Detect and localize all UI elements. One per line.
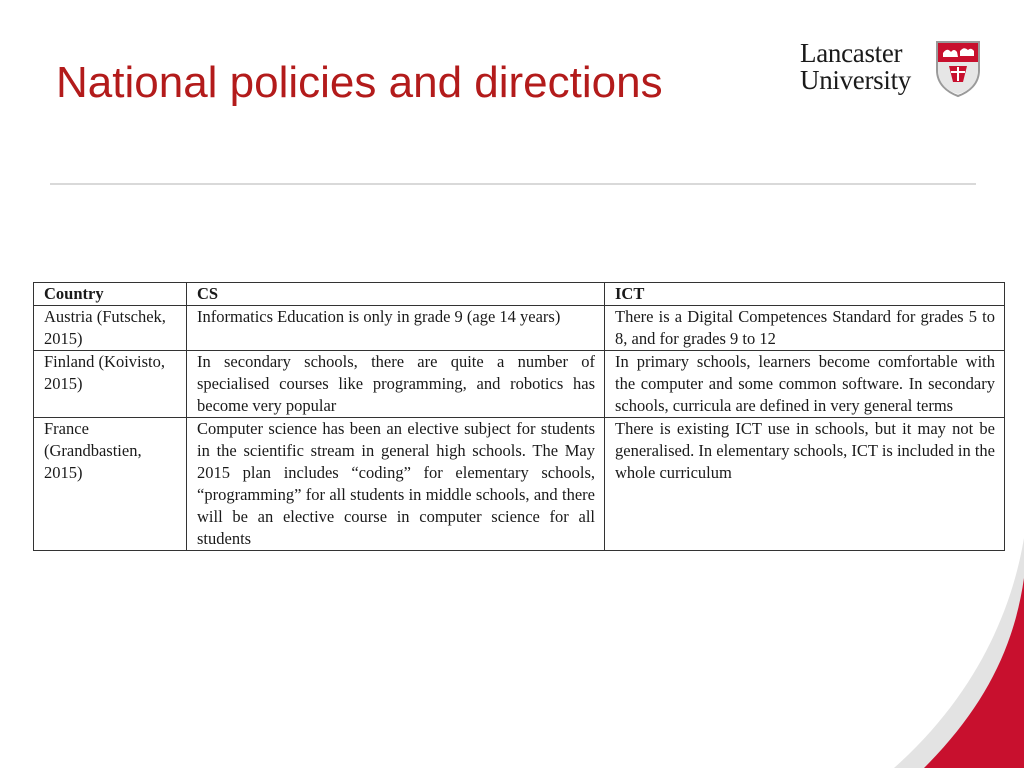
table-row [34, 351, 1005, 418]
header-country: Country [34, 283, 187, 306]
cell-cs: Computer science has been an elective subject for students in the scientific stream in general high schools. The May 2015 plan includes “coding” for elementary schools, “programming” for all students in middle schools, and there will be an elective course in computer science for all students [187, 418, 605, 551]
policy-table [33, 282, 1005, 551]
header-ict: ICT [605, 283, 1005, 306]
crest-icon [935, 40, 981, 98]
slide-title: National policies and directions [56, 58, 663, 107]
cell-country: Austria (Futschek, 2015) [34, 306, 187, 351]
cell-country: Finland (Koivisto, 2015) [34, 351, 187, 418]
table-row [34, 418, 1005, 551]
university-logo [800, 38, 986, 100]
title-divider [50, 183, 976, 185]
logo-line-1: Lancaster [800, 38, 903, 68]
cell-country: France (Grandbastien, 2015) [34, 418, 187, 551]
corner-swoosh-decoration [864, 538, 1024, 768]
logo-line-2: University [800, 65, 911, 95]
table-row [34, 306, 1005, 351]
cell-cs: Informatics Education is only in grade 9 (age 14 years) [187, 306, 605, 351]
cell-ict: There is existing ICT use in schools, but it may not be generalised. In elementary schools, ICT is included in the whole curriculum [605, 418, 1005, 551]
cell-ict: In primary schools, learners become comfortable with the computer and some common software. In secondary schools, curricula are defined in very general terms [605, 351, 1005, 418]
cell-cs: In secondary schools, there are quite a number of specialised courses like programming, and robotics has become very popular [187, 351, 605, 418]
logo-wordmark [800, 40, 911, 94]
header-cs: CS [187, 283, 605, 306]
cell-ict: There is a Digital Competences Standard for grades 5 to 8, and for grades 9 to 12 [605, 306, 1005, 351]
table-header-row [34, 283, 1005, 306]
